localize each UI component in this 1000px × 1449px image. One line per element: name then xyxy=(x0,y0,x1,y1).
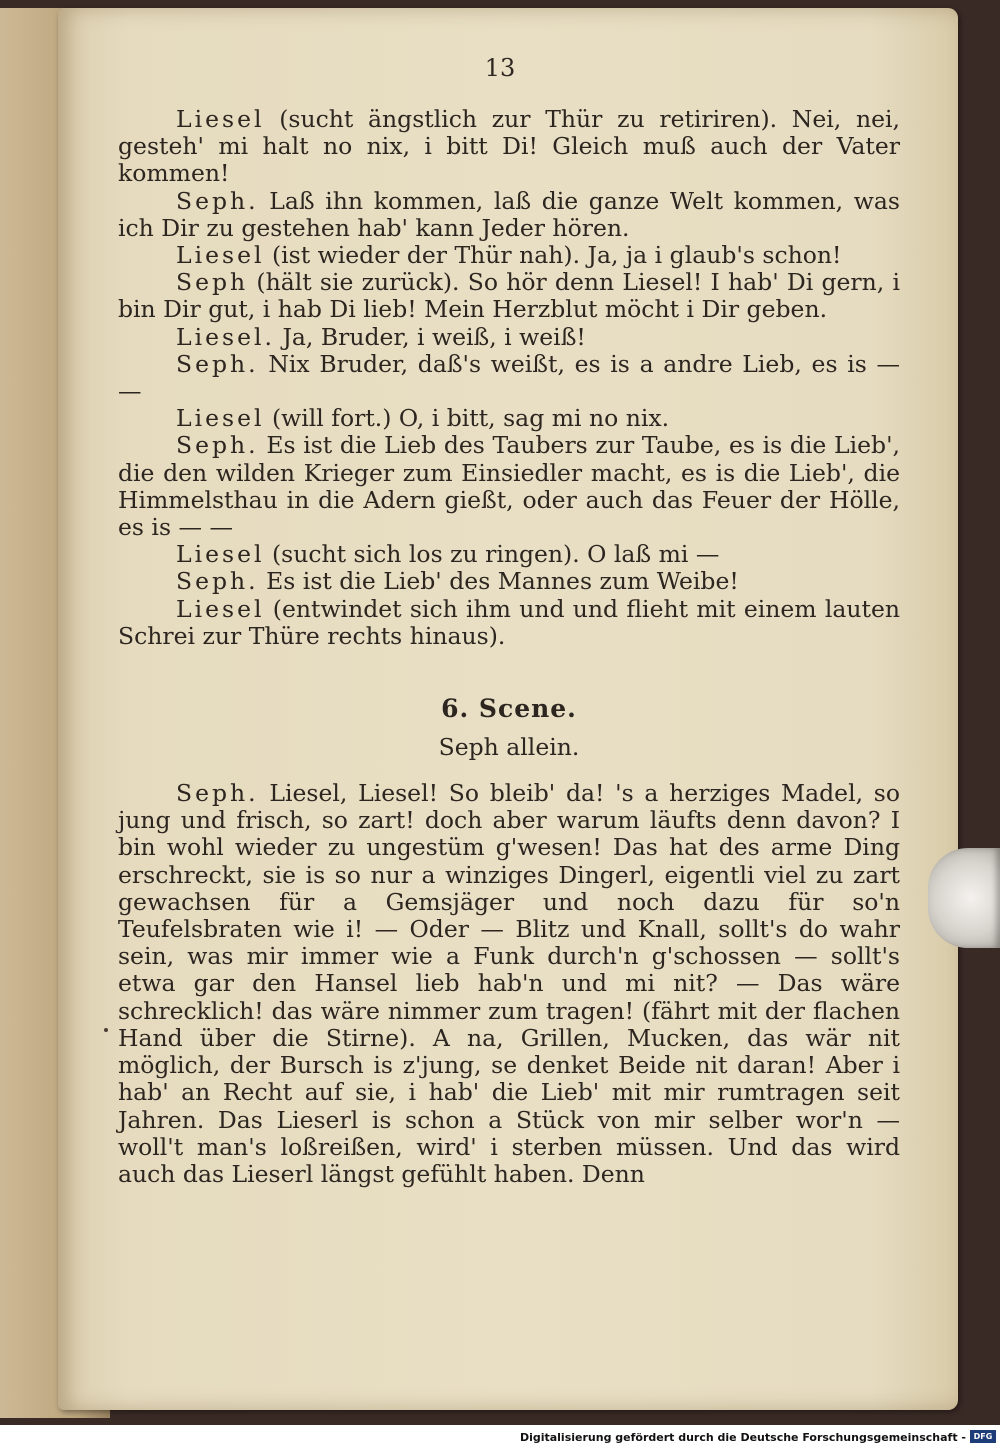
monologue-paragraph xyxy=(118,780,900,1188)
dialogue-line xyxy=(118,541,900,568)
dialogue-line xyxy=(118,405,900,432)
speaker-name: Liesel xyxy=(176,404,265,433)
dialogue-line xyxy=(118,324,900,351)
dialogue-line xyxy=(118,432,900,541)
speaker-name: Liesel xyxy=(176,540,265,569)
dialogue-text: Es ist die Lieb des Taubers zur Taube, es is die Lieb', die den wilden Krieger zum Einsiedler macht, es is die Lieb', die Himmelsthau in die Adern gießt, oder auch das Feuer der Hölle, es is — — xyxy=(118,431,900,542)
dialogue-text: Laß ihn kommen, laß die ganze Welt kommen, was ich Dir zu gestehen hab' kann Jeder hören. xyxy=(118,186,900,242)
dialogue-text: (sucht sich los zu ringen). O laß mi — xyxy=(264,540,720,569)
speaker-name: Liesel. xyxy=(176,322,275,351)
speaker-name: Liesel xyxy=(176,105,265,133)
speaker-name: Seph. xyxy=(176,186,259,215)
speaker-name: Liesel xyxy=(176,241,265,270)
scene-heading: 6. Scene. xyxy=(441,694,577,724)
page-number: 13 xyxy=(484,54,516,82)
dialogue-line xyxy=(118,106,900,188)
ink-speck xyxy=(104,1028,108,1032)
dialogue-text: (ist wieder der Thür nah). Ja, ja i glaub's schon! xyxy=(264,241,842,270)
dialogue-text: (entwindet sich ihm und und flieht mit einem lauten Schrei zur Thüre rechts hinaus). xyxy=(118,594,900,650)
dialogue-line xyxy=(118,351,900,405)
monologue-text: Liesel, Liesel! So bleib' da! 's a herziges Madel, so jung und frisch, so zart! doch aber warum läufts denn davon? I bin wohl wieder zu ungestüm g'wesen! Das hat des arme Ding erschreckt, sie is so nur a winziges Dingerl, eigentli viel zu zart gewachsen für a Gemsjäger und noch dazu für so'n Teufelsbraten wie i! — Oder — Blitz und Knall, sollt's do wahr sein, was mir immer wie a Funk durch'n g'schossen — sollt's etwa gar den Hansel lieb hab'n und mi nit? — Das wäre schrecklich! das wäre nimmer zum tragen! (fährt mit der flachen Hand über die Stirne). A na, Grillen, Mucken, das wär nit möglich, der Bursch is z'jung, se denket Beide nit daran! Aber i hab' an Recht auf sie, i hab' die Lieb' mit mir rumtragen seit Jahren. Das Lieserl is schon a Stück von mir selber wor'n — woll't man's loßreißen, wird' i sterben müssen. Und das wird auch das Lieserl längst gefühlt haben. Denn xyxy=(118,779,900,1188)
dfg-logo-icon: DFG xyxy=(970,1430,996,1443)
digitization-footer xyxy=(0,1425,1000,1449)
speaker-name: Liesel xyxy=(176,594,265,623)
funding-credit: Digitalisierung gefördert durch die Deutsche Forschungsgemeinschaft - xyxy=(519,1431,966,1444)
dialogue-text: Ja, Bruder, i weiß, i weiß! xyxy=(274,322,586,351)
speaker-name: Seph. xyxy=(176,779,259,808)
speaker-name: Seph. xyxy=(176,431,259,460)
speaker-name: Seph. xyxy=(176,567,259,596)
scene-subheading: Seph allein. xyxy=(438,733,580,762)
dialogue-text: (will fort.) O, i bitt, sag mi no nix. xyxy=(264,404,670,433)
dialogue-line xyxy=(118,596,900,650)
dialogue-text: (sucht ängstlich zur Thür zu retiriren). Nei, nei, gesteh' mi halt no nix, i bitt Di! Gleich muß auch der Vater kommen! xyxy=(118,105,900,188)
dialogue-text: (hält sie zurück). So hör denn Liesel! I hab' Di gern, i bin Dir gut, i hab Di lieb! Mein Herzblut möcht i Dir geben. xyxy=(118,268,900,324)
dialogue-line xyxy=(118,568,900,595)
speaker-name: Seph. xyxy=(176,349,259,378)
dialogue-line xyxy=(118,269,900,323)
page-clip xyxy=(928,848,1000,948)
page-text xyxy=(118,106,900,1188)
dialogue-line xyxy=(118,242,900,269)
dialogue-line xyxy=(118,188,900,242)
speaker-name: Seph xyxy=(176,268,249,297)
dialogue-text: Es ist die Lieb' des Mannes zum Weibe! xyxy=(258,567,739,596)
dialogue-text: Nix Bruder, daß's weißt, es is a andre Lieb, es is — — xyxy=(118,349,900,406)
